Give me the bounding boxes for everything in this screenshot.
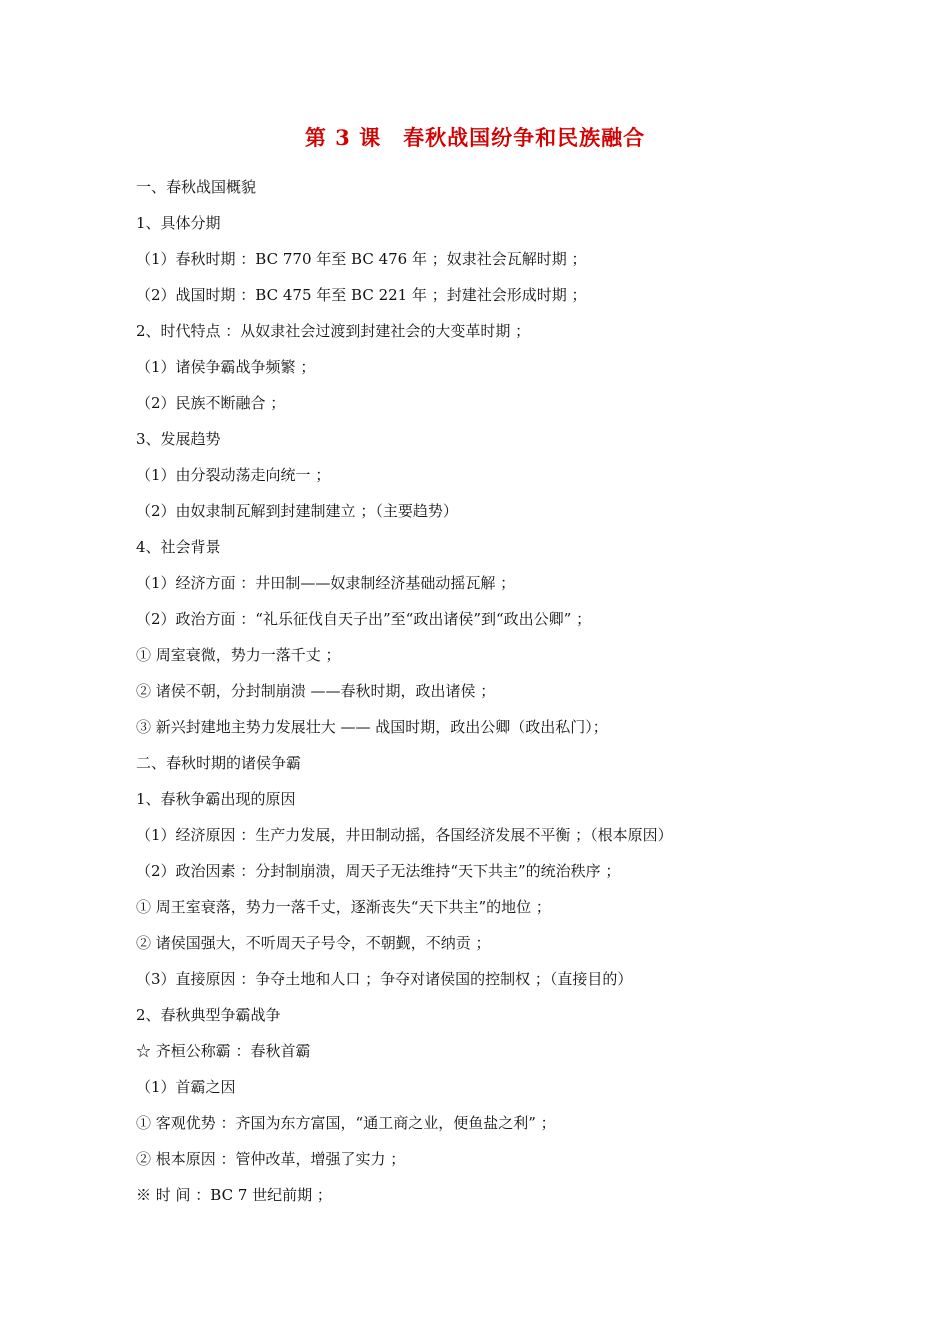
text-line: （2）政治因素 ：分封制崩溃，周天子无法维持“天下共主”的统治秩序 ；	[136, 862, 621, 880]
text-line: （1）春秋时期 ：BC 770 年至 BC 476 年 ；奴隶社会瓦解时期 ；	[136, 250, 587, 268]
document-body	[136, 176, 856, 1220]
text-line: ① 客观优势 ：齐国为东方富国，“通工商之业，便鱼盐之利” ；	[136, 1114, 556, 1132]
text-line: （2）由奴隶制瓦解到封建制建立 ；（主要趋势）	[136, 502, 458, 520]
text-line: ① 周王室衰落，势力一落千丈，逐渐丧失“天下共主”的地位 ；	[136, 898, 551, 916]
text-line: ② 诸侯不朝，分封制崩溃 ——春秋时期，政出诸侯 ；	[136, 682, 496, 700]
text-line: ③ 新兴封建地主势力发展壮大 —— 战国时期，政出公卿（政出私门）；	[136, 718, 608, 736]
text-line: 3、发展趋势	[136, 430, 221, 448]
text-line: ① 周室衰微，势力一落千丈 ；	[136, 646, 341, 664]
text-line: 二、春秋时期的诸侯争霸	[136, 754, 302, 772]
text-line: ※ 时 间 ：BC 7 世纪前期 ；	[136, 1186, 332, 1204]
text-line: （2）战国时期 ：BC 475 年至 BC 221 年 ；封建社会形成时期 ；	[136, 286, 587, 304]
text-line: ☆ 齐桓公称霸 ：春秋首霸	[136, 1042, 311, 1060]
lesson-title: 第 3 课 春秋战国纷争和民族融合	[304, 125, 646, 150]
text-line: （1）诸侯争霸战争频繁 ；	[136, 358, 316, 376]
text-line: 一、春秋战国概貌	[136, 178, 257, 196]
text-line: （1）由分裂动荡走向统一 ；	[136, 466, 331, 484]
text-line: ② 诸侯国强大，不听周天子号令，不朝觐，不纳贡 ；	[136, 934, 491, 952]
text-line: 1、春秋争霸出现的原因	[136, 790, 296, 808]
text-line: （1）经济原因 ：生产力发展，井田制动摇，各国经济发展不平衡 ；（根本原因）	[136, 826, 673, 844]
text-line: （1）经济方面 ：井田制——奴隶制经济基础动摇瓦解 ；	[136, 574, 516, 592]
text-line: （3）直接原因 ：争夺土地和人口 ；争夺对诸侯国的控制权 ；（直接目的）	[136, 970, 633, 988]
text-line: ② 根本原因 ：管仲改革，增强了实力 ；	[136, 1150, 406, 1168]
text-line: 1、具体分期	[136, 214, 221, 232]
text-line: （2）政治方面 ：“礼乐征伐自天子出”至“政出诸侯”到“政出公卿” ；	[136, 610, 592, 628]
text-line: 4、社会背景	[136, 538, 221, 556]
text-line: 2、春秋典型争霸战争	[136, 1006, 281, 1024]
text-line: 2、时代特点 ：从奴隶社会过渡到封建社会的大变革时期 ；	[136, 322, 531, 340]
text-line: （1）首霸之因	[136, 1078, 236, 1096]
text-line: （2）民族不断融合 ；	[136, 394, 286, 412]
